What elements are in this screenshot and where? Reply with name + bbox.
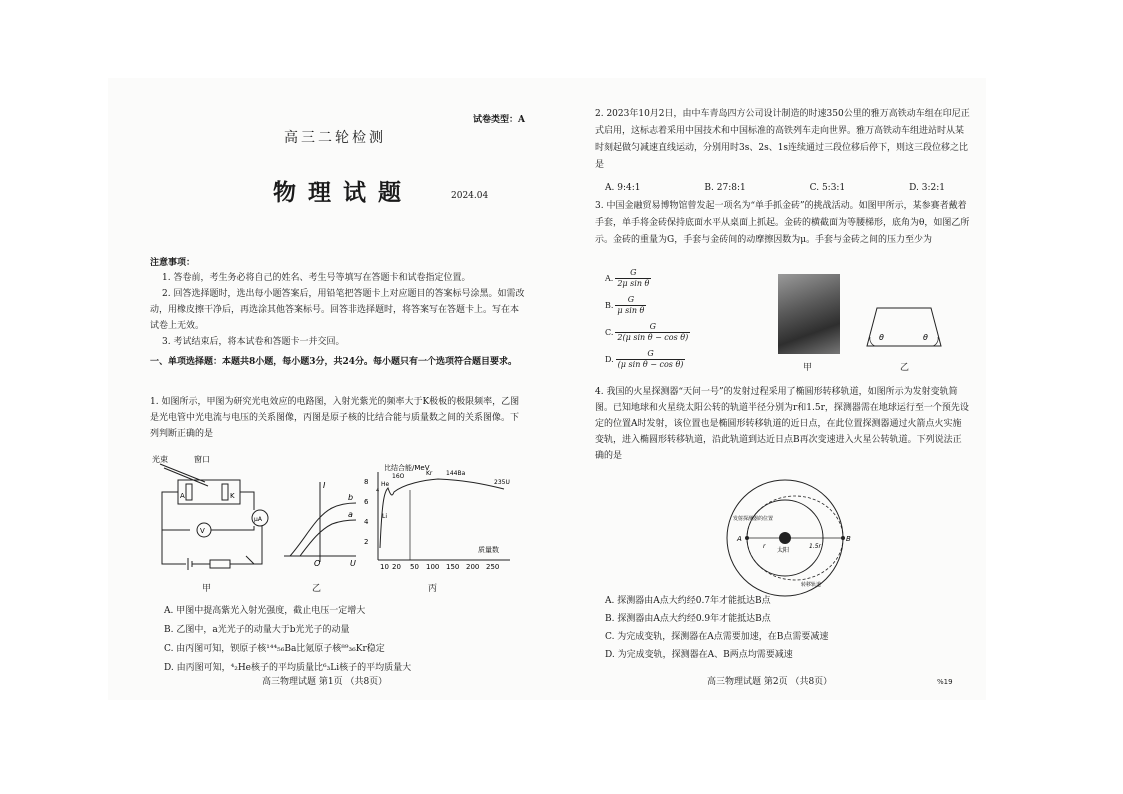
rheostat <box>210 560 230 568</box>
xtick: 100 <box>426 563 440 571</box>
voltmeter-label: V <box>200 527 205 535</box>
point-A-label: A <box>737 535 742 543</box>
q3-option-c <box>605 322 725 343</box>
figure-bing-caption: 丙 <box>428 584 438 594</box>
q3-option-a <box>605 268 725 289</box>
axis-U-label: U <box>350 559 356 568</box>
radius-1-5r-label: 1.5r <box>809 543 822 550</box>
q3-numerator: G <box>630 268 637 277</box>
origin-label: O <box>314 559 321 568</box>
ytick: 2 <box>364 538 369 546</box>
q3-denominator: (μ sin θ − cos θ) <box>617 360 684 369</box>
xlabel: 质量数 <box>478 546 499 554</box>
microammeter-label: μA <box>254 516 262 523</box>
exam-title-main: 物理试题 <box>273 179 413 206</box>
q3-stem: 3. 中国金融贸易博物馆曾发起一项名为“单手抓金砖”的挑战活动。如图甲所示，某参赛者戴着手套，单手将金砖保持底面水平从桌面上抓起。金砖的横截面为等腰梯形，底角为θ，如图乙所示。金砖的重量为G，手套与金砖间的动摩擦因数为μ。手套与金砖之间的压力至少为 <box>595 201 970 245</box>
q1-option-b: B. 乙图中，a光光子的动量大于b光光子的动量 <box>164 625 350 635</box>
q4-option-b: B. 探测器由A点大约经0.9年才能抵达B点 <box>605 614 771 624</box>
point-label-Li: Li <box>382 513 388 520</box>
page-2-footer: 高三物理试题 第2页 （共8页） <box>707 677 833 687</box>
electrode-K <box>222 484 228 500</box>
notice-item: 3. 考试结束后，将本试卷和答题卡一并交回。 <box>162 337 345 347</box>
xtick: 20 <box>392 563 401 571</box>
q3-numerator: G <box>627 295 635 304</box>
angle-theta-right: θ <box>923 333 928 342</box>
q4-option-c: C. 为完成变轨，探测器在A点需要加速，在B点需要减速 <box>605 632 829 642</box>
point-label-Kr: Kr <box>426 470 433 477</box>
q3-option-letter: A. <box>605 273 614 283</box>
electrode-K-label: K <box>230 492 235 500</box>
xtick: 50 <box>410 563 419 571</box>
exam-date: 2024.04 <box>451 191 489 201</box>
point-label-Ba: 144Ba <box>446 470 466 477</box>
q3-option-letter: B. <box>605 300 614 310</box>
point-B-label: B <box>846 535 851 543</box>
point-label-O: 16O <box>392 473 405 480</box>
q3-denominator: 2μ sin θ <box>617 279 650 288</box>
q3-option-letter: C. <box>605 327 614 337</box>
q3-fraction <box>615 322 690 343</box>
radius-r-label: r <box>763 543 766 550</box>
q3-option-d <box>605 349 725 370</box>
point-label-He: He <box>381 481 390 488</box>
point-B-marker <box>841 536 845 540</box>
q3-option-letter: D. <box>605 354 614 364</box>
point-A-marker <box>745 536 749 540</box>
exam-sheet <box>108 78 986 700</box>
q3-numerator: G <box>647 349 654 358</box>
q3-option-b <box>605 295 725 316</box>
photoelectric-circuit-figure <box>150 452 272 576</box>
binding-energy-graph <box>364 462 514 582</box>
q4-option-a: A. 探测器由A点大约经0.7年才能抵达B点 <box>605 596 771 606</box>
angle-theta-left: θ <box>879 333 884 342</box>
q3-denominator: 2(μ sin θ − cos θ) <box>617 333 689 342</box>
q1-option-c: C. 由丙图可知，钡原子核¹⁴⁴₅₆Ba比氪原子核⁸⁹₃₆Kr稳定 <box>164 644 385 654</box>
notice-list <box>150 270 525 350</box>
q1-option-d: D. 由丙图可知，⁴₂He核子的平均质量比⁶₃Li核子的平均质量大 <box>164 663 412 673</box>
page-2 <box>595 78 970 700</box>
xtick: 250 <box>486 563 500 571</box>
launch-position-label: 发射探测器的位置 <box>733 516 774 522</box>
orbit-diagram <box>713 478 863 598</box>
ytick: 4 <box>364 518 369 526</box>
figure-jia-caption: 甲 <box>803 363 813 373</box>
axis-I-label: I <box>323 481 326 490</box>
q1-stem: 1. 如图所示，甲图为研究光电效应的电路图，入射光紫光的频率大于K极板的极限频率，乙图是光电管中光电流与电压的关系图像，丙图是原子核的比结合能与质量数之间的关系图像。下列判断正确的是 <box>150 397 520 439</box>
q2-stem: 2. 2023年10月2日，由中车青岛四方公司设计制造的时速350公里的雅万高铁动车组在印尼正式启用，这标志着采用中国技术和中国标准的高铁列车走向世界。雅万高铁动车组进站时从某时刻起做匀减速直线运动，分别用时3s、2s、1s连续通过三段位移后停下，则这三段位移之比是 <box>595 109 970 170</box>
notice-item: 2. 回答选择题时，选出每小题答案后，用铅笔把答题卡上对应题目的答案标号涂黑。如需改动，用橡皮擦干净后，再选涂其他答案标号。回答非选择题时，将答案写在答题卡上。写在本试卷上无效。 <box>150 289 525 331</box>
electrode-A-label: A <box>180 492 185 500</box>
q1-options <box>164 602 525 678</box>
q2-option-c: C. 5:3:1 <box>809 183 846 193</box>
transfer-orbit-label: 转移轨道 <box>801 582 822 588</box>
figure-yi-caption: 乙 <box>312 584 322 594</box>
gold-brick-photo <box>778 274 840 354</box>
q2-option-d: D. 3:2:1 <box>909 183 945 193</box>
light-beam-arrow <box>160 464 205 482</box>
electrode-A <box>186 484 192 500</box>
current-voltage-graph <box>276 478 358 568</box>
q3-options <box>605 268 725 370</box>
binding-energy-curve <box>380 479 504 548</box>
switch <box>230 556 254 564</box>
q4-option-d: D. 为完成变轨，探测器在A、B两点均需要减速 <box>605 650 793 660</box>
figure-jia-caption: 甲 <box>202 584 212 594</box>
exam-type: 试卷类型：A <box>473 115 525 125</box>
xtick: 200 <box>466 563 480 571</box>
point-label-He-mass: 4 <box>376 488 380 494</box>
q2-option-b: B. 27:8:1 <box>704 183 746 193</box>
point-label-U: 235U <box>494 479 510 486</box>
notice-title: 注意事项： <box>150 258 196 268</box>
q1-option-a: A. 甲图中提高紫光入射光强度，截止电压一定增大 <box>164 606 366 616</box>
window-label: 窗口 <box>194 455 210 464</box>
q3-fraction <box>615 268 651 289</box>
exam-title-top: 高三二轮检测 <box>284 130 386 146</box>
xtick: 10 <box>380 563 389 571</box>
corner-mark: %19 <box>937 678 953 686</box>
sun-label: 太阳 <box>777 547 790 554</box>
q3-fraction <box>615 295 646 316</box>
ylabel: 比结合能/MeV <box>384 464 430 472</box>
q4-stem: 4. 我国的火星探测器“天问一号”的发射过程采用了椭圆形转移轨道，如图所示为发射变轨简图。已知地球和火星绕太阳公转的轨道半径分别为r和1.5r，探测器需在地球运行至一个预先设定的位置A时发射，该位置也是椭圆形转移轨道的近日点，在此位置探测器通过火箭点火实施变轨，进入椭圆形转移轨道，沿此轨道到达近日点B再次变速进入火星公转轨道。下列说法正确的是 <box>595 387 969 461</box>
page-1-footer: 高三物理试题 第1页 （共8页） <box>262 677 388 687</box>
page-1 <box>150 78 525 700</box>
ytick: 8 <box>364 478 369 486</box>
xtick: 150 <box>446 563 460 571</box>
q2-option-a: A. 9:4:1 <box>605 183 641 193</box>
q4-options <box>605 592 970 664</box>
trapezoid-cross-section <box>863 304 945 350</box>
light-beam-label: 光束 <box>152 455 168 464</box>
notice-item: 1. 答卷前，考生务必将自己的姓名、考生号等填写在答题卡和试卷指定位置。 <box>162 273 471 283</box>
curve-b-label: b <box>348 493 354 502</box>
curve-a-label: a <box>348 510 353 519</box>
q3-fraction <box>616 349 686 370</box>
section-1-heading: 一、单项选择题：本题共8小题，每小题3分，共24分。每小题只有一个选项符合题目要求。 <box>150 357 518 367</box>
q2-options <box>605 180 945 196</box>
sun-icon <box>779 532 791 544</box>
figure-yi-caption: 乙 <box>900 363 910 373</box>
q3-numerator: G <box>649 322 656 331</box>
q3-denominator: μ sin θ <box>617 306 645 315</box>
ytick: 6 <box>364 498 369 506</box>
curve-a <box>300 520 356 556</box>
